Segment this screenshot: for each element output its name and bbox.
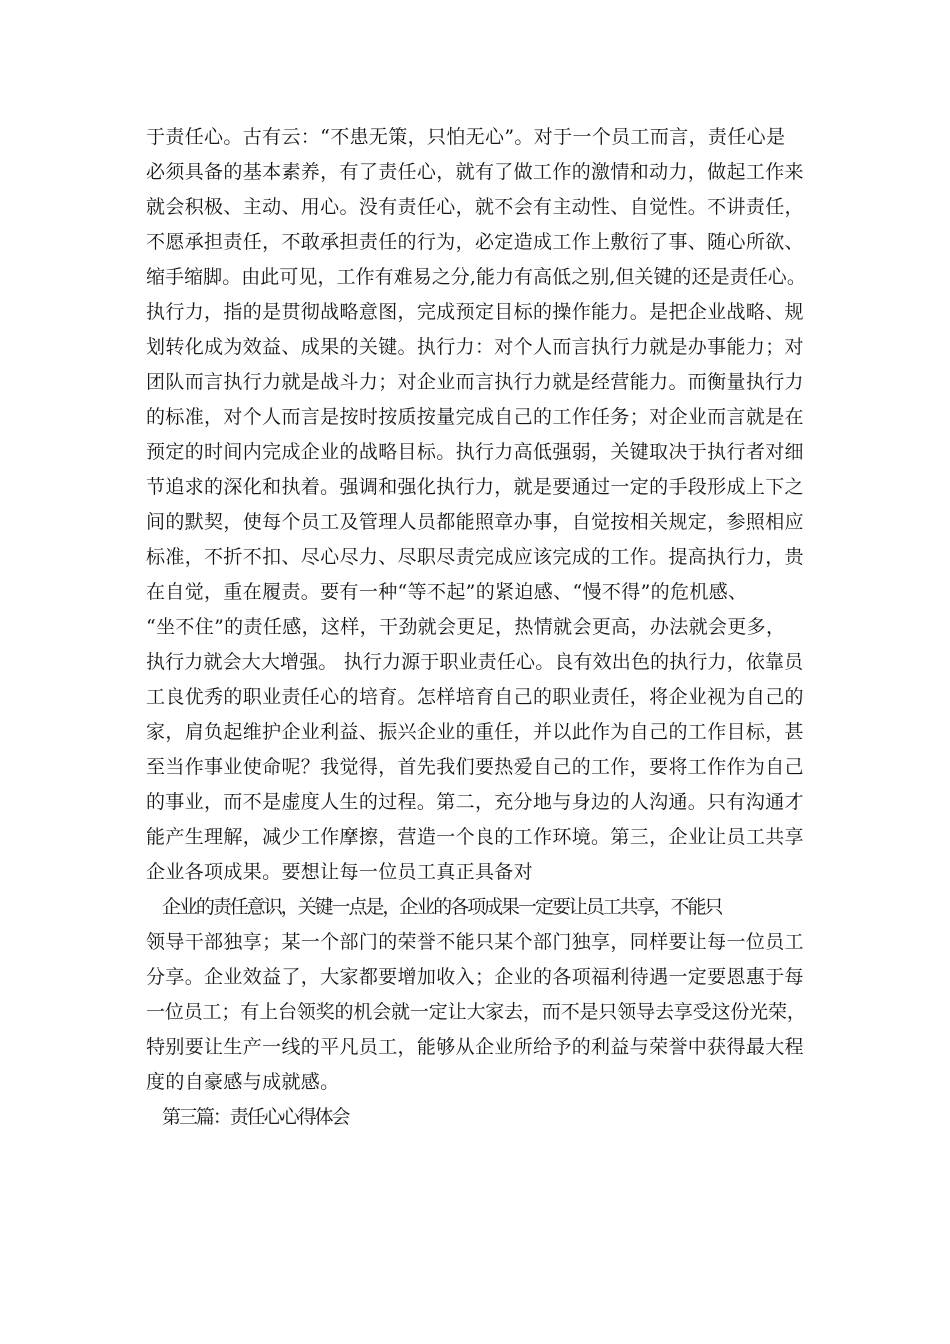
text-line: 就会积极、主动、用心。没有责任心，就不会有主动性、自觉性。不讲责任， [146, 196, 804, 218]
body-text [146, 120, 806, 1135]
text-line: 执行力就会大大增强。 执行力源于职业责任心。良有效出色的执行力，依靠员 [146, 651, 804, 673]
text-line: 度的自豪感与成就感。 [146, 1071, 340, 1093]
text-line: “坐不住”的责任感，这样，干劲就会更足，热情就会更高，办法就会更多， [146, 616, 786, 638]
text-line: 特别要让生产一线的平凡员工，能够从企业所给予的利益与荣誉中获得最大程 [146, 1036, 804, 1058]
text-line: 不愿承担责任，不敢承担责任的行为，必定造成工作上敷衍了事、随心所欲、 [146, 231, 804, 253]
text-line: 领导干部独享；某一个部门的荣誉不能只某个部门独享，同样要让每一位员工 [146, 931, 804, 953]
text-line: 分享。企业效益了，大家都要增加收入；企业的各项福利待遇一定要恩惠于每 [146, 966, 804, 988]
text-line: 划转化成为效益、成果的关键。执行力：对个人而言执行力就是办事能力；对 [146, 336, 804, 358]
text-line: 节追求的深化和执着。强调和强化执行力，就是要通过一定的手段形成上下之 [146, 476, 804, 498]
text-line: 必须具备的基本素养，有了责任心，就有了做工作的激情和动力，做起工作来 [146, 161, 804, 183]
text-line: 企业各项成果。要想让每一位员工真正具备对 [146, 861, 534, 883]
text-line: 至当作事业使命呢？我觉得，首先我们要热爱自己的工作，要将工作作为自己 [146, 756, 804, 778]
text-line: 标准，不折不扣、尽心尽力、尽职尽责完成应该完成的工作。提高执行力，贵 [146, 546, 804, 568]
text-line: 团队而言执行力就是战斗力；对企业而言执行力就是经营能力。而衡量执行力 [146, 371, 804, 393]
text-line: 于责任心。古有云：“不患无策，只怕无心”。对于一个员工而言，责任心是 [146, 126, 786, 148]
text-line: 第三篇：责任心心得体会 [162, 1106, 349, 1128]
text-line: 工良优秀的职业责任心的培育。怎样培育自己的职业责任，将企业视为自己的 [146, 686, 804, 708]
text-line: 能产生理解，减少工作摩擦，营造一个良的工作环境。第三，企业让员工共享 [146, 826, 804, 848]
text-line: 在自觉，重在履责。要有一种“等不起”的紧迫感、“慢不得”的危机感、 [146, 581, 748, 603]
text-line: 企业的责任意识，关键一点是，企业的各项成果一定要让员工共享，不能只 [162, 896, 722, 918]
text-line: 的事业，而不是虚度人生的过程。第二，充分地与身边的人沟通。只有沟通才 [146, 791, 804, 813]
text-line: 预定的时间内完成企业的战略目标。执行力高低强弱，关键取决于执行者对细 [146, 441, 804, 463]
text-line: 缩手缩脚。由此可见，工作有难易之分,能力有高低之别,但关键的还是责任心。 [146, 266, 806, 288]
text-line: 执行力，指的是贯彻战略意图，完成预定目标的操作能力。是把企业战略、规 [146, 301, 804, 323]
text-line: 一位员工；有上台领奖的机会就一定让大家去，而不是只领导去享受这份光荣， [146, 1001, 806, 1023]
text-line: 家，肩负起维护企业利益、振兴企业的重任，并以此作为自己的工作目标，甚 [146, 721, 804, 743]
text-line: 间的默契，使每个员工及管理人员都能照章办事，自觉按相关规定，参照相应 [146, 511, 804, 533]
text-line: 的标准，对个人而言是按时按质按量完成自己的工作任务；对企业而言就是在 [146, 406, 804, 428]
